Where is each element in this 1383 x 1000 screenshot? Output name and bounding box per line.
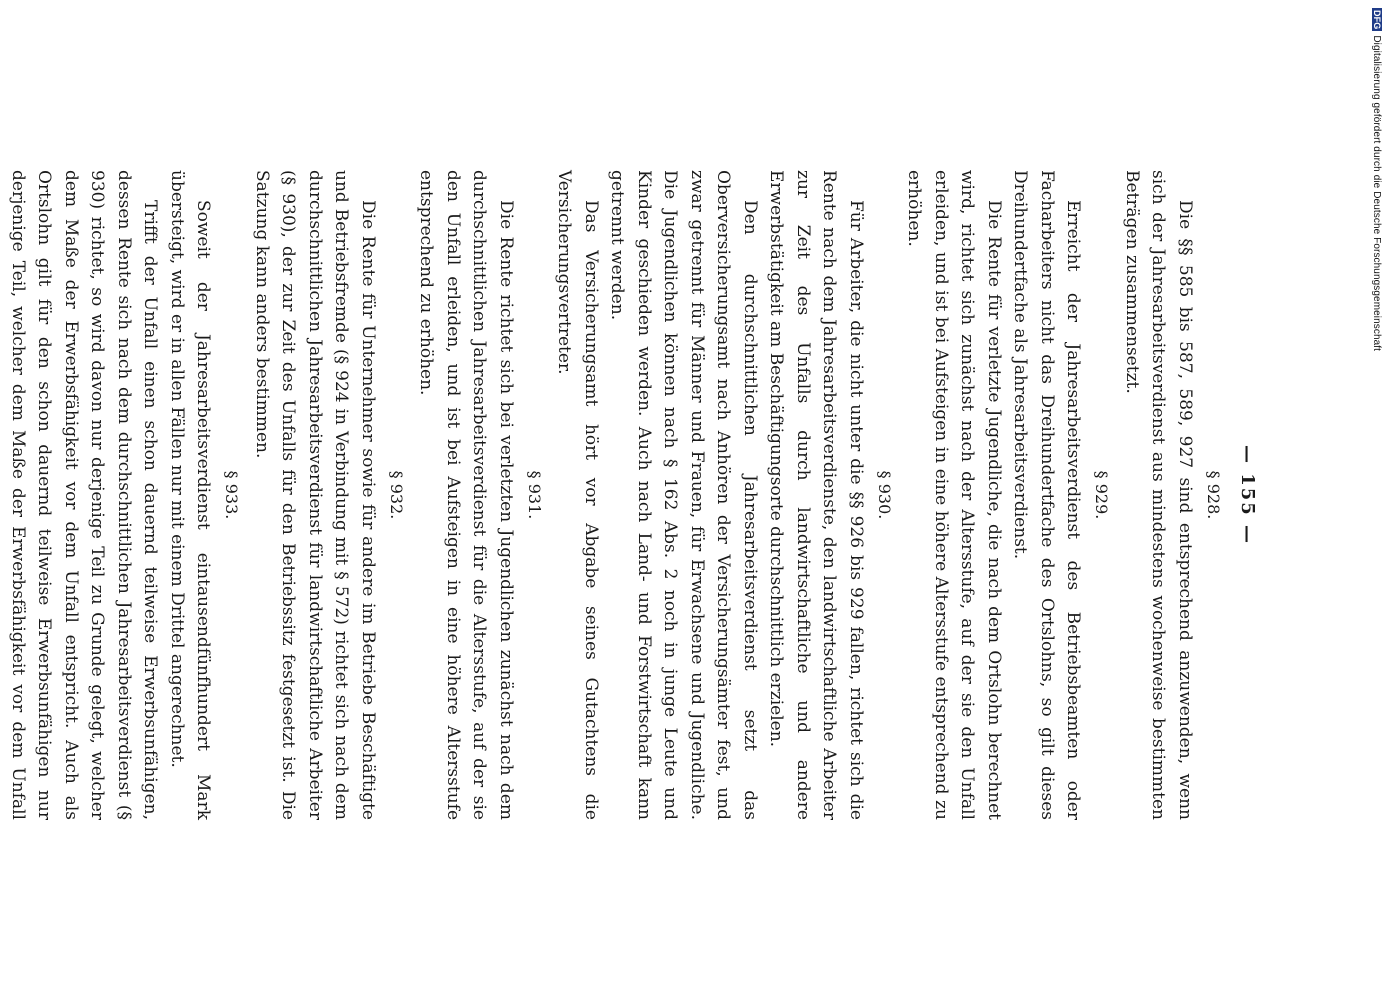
section-paragraph: Die Rente für Unternehmer sowie für andere im Betriebe Beschäftigte und Betriebsfremde (§ 924 in Verbindung mit § 572) richtet sich nach dem durchschnittlichen Jahresarbeitsverdienst für landwirtschaftliche Arbeiter (§ 930), der zur Zeit des Unfalls für den Betriebssitz festgesetzt ist. Die Satzung kann anders bestimmen. xyxy=(252,170,378,820)
section-heading: § 931. xyxy=(525,470,544,520)
section-932 xyxy=(249,170,410,820)
section-paragraph: Trifft der Unfall einen schon dauernd teilweise Erwerbsunfähigen, dessen Rente sich nach dem durchschnittlichen Jahresarbeitsverdienst (§ 930) richtet, so wird davon nur derjenige Teil zu Grunde gelegt, welcher dem Maße der Erwerbsfähigkeit vor dem Unfall entspricht. Auch als Ortslohn gilt für den schon dauernd teilweise Erwerbsunfähigen nur derjenige Teil, welcher dem Maße der Erwerbsfähigkeit vor dem Unfall xyxy=(8,170,161,820)
section-paragraph: Das Versicherungsamt hört vor Abgabe seines Gutachtens die Versicherungsvertreter. xyxy=(554,170,601,820)
section-paragraph: Die Rente richtet sich bei verletzten Jugendlichen zunächst nach dem durchschnittlichen Jahresarbeitsverdienst für die Altersstufe, auf der sie den Unfall erleiden, und ist bei Aufsteigen in eine höhere Altersstufe entsprechend zu erhöhen. xyxy=(416,170,516,820)
section-paragraph: Für Arbeiter, die nicht unter die §§ 926 bis 929 fallen, richtet sich die Rente nach dem Jahresarbeitsverdienste, den landwirtschaftliche Arbeiter zur Zeit des Unfalls durch landwirtschaftliche und andere Erwerbstätigkeit am Beschäftigungsorte durchschnittlich erzielen. xyxy=(766,170,866,820)
section-paragraph: Die §§ 585 bis 587, 589, 927 sind entsprechend anzuwenden, wenn sich der Jahresarbeitsverdienst aus mindestens wochenweise bestimmten Beträgen zusammensetzt. xyxy=(1122,170,1195,820)
section-928 xyxy=(1119,170,1227,820)
section-heading: § 930. xyxy=(875,470,894,520)
section-933 xyxy=(0,170,245,820)
page-header: — 155 — xyxy=(1237,444,1258,546)
section-paragraph: Soweit der Jahresarbeitsverdienst eintausendfünfhundert Mark übersteigt, wird er in allen Fällen nur mit einem Drittel angerechnet. xyxy=(167,170,214,820)
section-paragraph: Erreicht der Jahresarbeitsverdienst des Betriebsbeamten oder Facharbeiters nicht das Dreihundertfache des Ortslohns, so gilt dieses Dreihundertfache als Jahresarbeitsverdienst. xyxy=(1010,170,1084,820)
section-heading: § 932. xyxy=(387,470,406,520)
dfg-logo-icon: DFG xyxy=(1372,10,1382,30)
dfg-attribution-text-group xyxy=(1371,8,1382,351)
page-content xyxy=(8,170,1260,820)
dfg-attribution xyxy=(1368,8,1383,428)
section-heading: § 933. xyxy=(222,470,242,520)
section-heading: § 928. xyxy=(1204,470,1223,520)
section-929 xyxy=(901,170,1115,820)
section-paragraph: Den durchschnittlichen Jahresarbeitsverdienst setzt das Oberversicherungsamt nach Anhören der Versicherungsämter fest, und zwar getrennt für Männer und Frauen, für Erwachsene und Jugendliche. Die Jugendlichen können nach § 162 Abs. 2 noch in junge Leute und Kinder geschieden werden. Auch nach Land- und Forstwirtschaft kann getrennt werden. xyxy=(607,170,760,820)
dfg-attribution-text: Digitalisierung gefördert durch die Deutsche Forschungsgemeinschaft xyxy=(1371,35,1382,352)
section-931 xyxy=(413,170,547,820)
section-heading: § 929. xyxy=(1092,470,1112,520)
section-paragraph: Die Rente für verletzte Jugendliche, die nach dem Ortslohn berechnet wird, richtet sich zunächst nach der Altersstufe, auf der sie den Unfall erleiden, und ist bei Aufsteigen in eine höhere Altersstufe entsprechend zu erhöhen. xyxy=(904,170,1004,820)
section-930 xyxy=(551,170,897,820)
